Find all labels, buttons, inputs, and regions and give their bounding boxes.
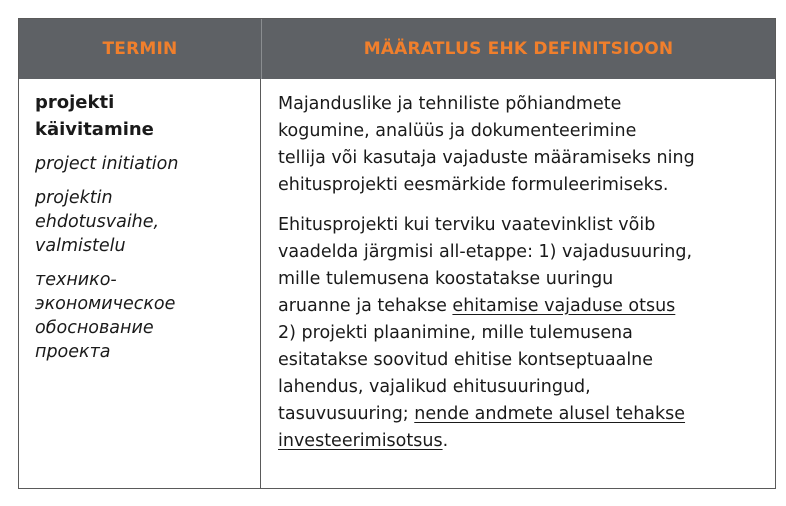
term-russian	[35, 268, 250, 364]
table-row	[19, 79, 775, 488]
definition-paragraph-1	[278, 91, 761, 199]
term-russian-line3: обоснование	[35, 318, 154, 338]
def-p2-line6: esitatakse soovitud ehitise kontseptuaalne	[278, 350, 654, 370]
term-finnish-line3: valmistelu	[35, 236, 126, 256]
def-p1-line2: kogumine, analüüs ja dokumenteerimine	[278, 121, 637, 141]
term-finnish-line1: projektin	[35, 188, 113, 208]
term-finnish	[35, 186, 250, 258]
def-p2-line8-text: tasuvusuuring;	[278, 404, 415, 424]
term-name	[35, 89, 250, 143]
link-nende-andmete-alusel[interactable]: nende andmete alusel tehakse	[414, 404, 686, 424]
def-p2-line4-text: aruanne ja tehakse	[278, 296, 453, 316]
table-header	[19, 19, 775, 79]
def-p2-period: .	[442, 431, 449, 451]
definition-paragraph-2	[278, 212, 761, 455]
header-definition: MÄÄRATLUS EHK DEFINITSIOON	[363, 39, 674, 59]
def-p2-line3: mille tulemusena koostatakse uuringu	[278, 269, 614, 289]
terminology-table	[18, 18, 776, 489]
term-name-line2: käivitamine	[35, 119, 154, 140]
def-p2-line5: 2) projekti plaanimine, mille tulemusena	[278, 323, 633, 343]
term-russian-line4: проекта	[35, 342, 111, 362]
def-p1-line1: Majanduslike ja tehniliste põhiandmete	[278, 94, 622, 114]
term-name-line1: projekti	[35, 92, 115, 113]
def-p2-line7: lahendus, vajalikud ehitusuuringud,	[278, 377, 591, 397]
term-finnish-line2: ehdotusvaihe,	[35, 212, 160, 232]
definition-cell	[261, 79, 775, 488]
def-p1-line3: tellija või kasutaja vajaduste määramiseks ning	[278, 148, 695, 168]
def-p1-line4: ehitusprojekti eesmärkide formuleerimiseks.	[278, 175, 669, 195]
term-russian-line2: экономическое	[35, 294, 176, 314]
link-ehitamise-vajaduse-otsus[interactable]: ehitamise vajaduse otsus	[452, 296, 676, 316]
def-p2-line1: Ehitusprojekti kui terviku vaatevinklist võib	[278, 215, 656, 235]
def-p2-line2: vaadelda järgmisi all-etappe: 1) vajadusuuring,	[278, 242, 693, 262]
term-cell	[19, 79, 261, 488]
term-english: project initiation	[35, 154, 179, 174]
header-term: TERMIN	[19, 19, 262, 79]
link-investeerimisotsus[interactable]: investeerimisotsus	[278, 431, 443, 451]
term-russian-line1: технико-	[35, 270, 117, 290]
